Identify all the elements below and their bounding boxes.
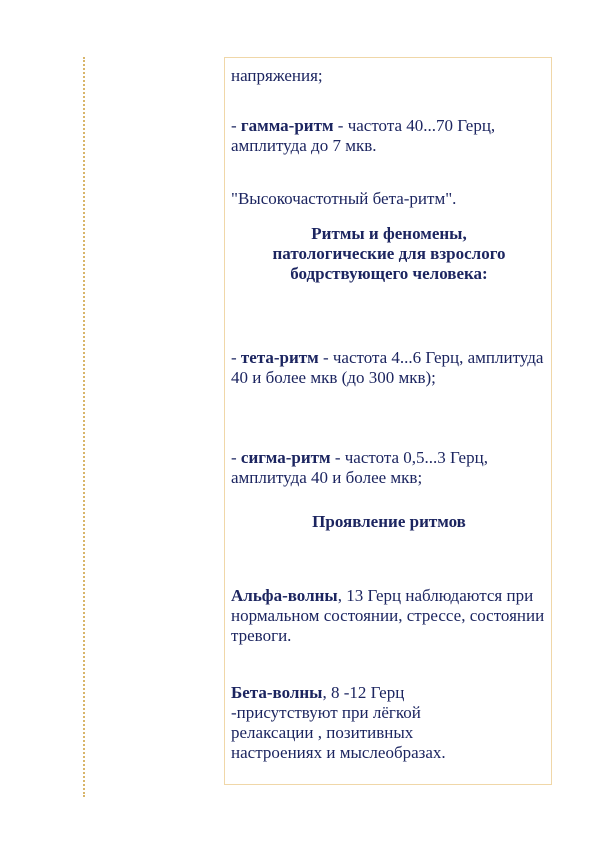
alpha-waves-term: Альфа-волны bbox=[231, 586, 338, 605]
gamma-prefix: - bbox=[231, 116, 241, 135]
alpha-waves-description: , 13 Герц наблюдаются при нормальном состоянии, стрессе, состоянии тревоги. bbox=[231, 586, 545, 645]
paragraph-continuation: напряжения; bbox=[231, 66, 323, 85]
theta-rhythm-description: - частота 4...6 Герц, амплитуда 40 и более мкв (до 300 мкв); bbox=[231, 348, 544, 387]
paragraph-alpha-waves bbox=[231, 586, 547, 646]
gamma-rhythm-term: гамма-ритм bbox=[240, 116, 334, 135]
heading-rhythm-manifestation: Проявление ритмов bbox=[312, 512, 466, 531]
sigma-prefix: - bbox=[231, 448, 241, 467]
sigma-rhythm-term: сигма-ритм bbox=[240, 448, 331, 467]
beta-waves-description: , 8 -12 Герц -присутствуют при лёгкой релаксации , позитивных настроениях и мыслеобразах. bbox=[231, 683, 446, 762]
paragraph-theta-rhythm bbox=[231, 348, 547, 388]
text-frame bbox=[224, 57, 552, 785]
margin-dotted-line bbox=[83, 57, 85, 797]
paragraph-beta-waves bbox=[231, 683, 491, 763]
paragraph-sigma-rhythm bbox=[231, 448, 547, 488]
heading-pathological-rhythms: Ритмы и феномены, патологические для взрослого бодрствующего человека: bbox=[272, 224, 506, 283]
paragraph-high-freq-beta: "Высокочастотный бета-ритм". bbox=[231, 189, 457, 208]
paragraph-gamma-rhythm bbox=[231, 116, 547, 156]
theta-prefix: - bbox=[231, 348, 241, 367]
gamma-rhythm-description: - частота 40...70 Герц, амплитуда до 7 мкв. bbox=[231, 116, 496, 155]
sigma-rhythm-description: - частота 0,5...3 Герц, амплитуда 40 и более мкв; bbox=[231, 448, 488, 487]
beta-waves-term: Бета-волны bbox=[231, 683, 323, 702]
theta-rhythm-term: тета-ритм bbox=[240, 348, 319, 367]
